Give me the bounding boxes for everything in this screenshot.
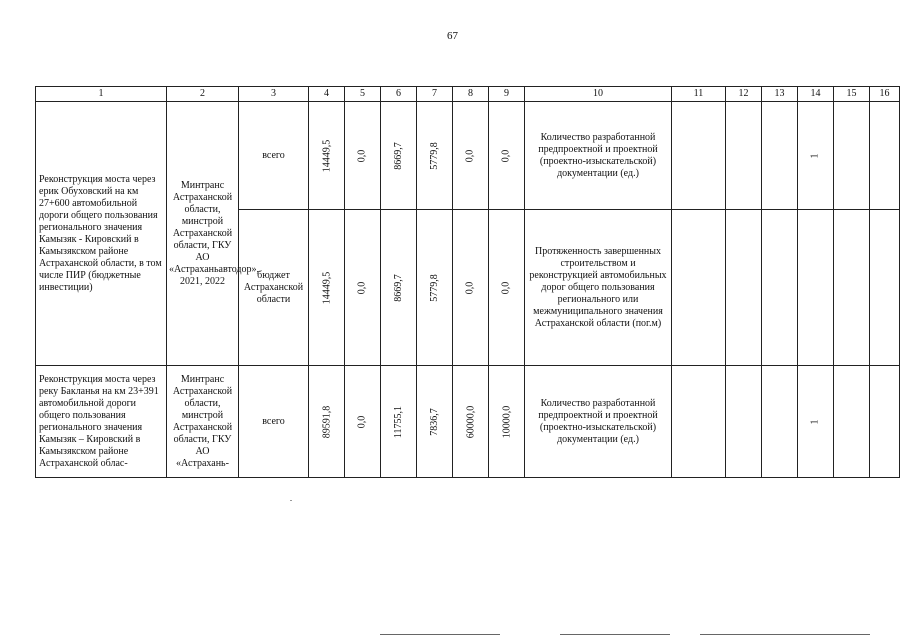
header-cell: 7 [417, 87, 453, 102]
value-cell [453, 210, 489, 366]
value-text: 60000,0 [465, 405, 477, 438]
target-cell [798, 102, 834, 210]
value-text: 14449,5 [321, 139, 333, 172]
scan-artifact [700, 634, 870, 635]
value-cell [417, 102, 453, 210]
empty-cell [726, 366, 762, 478]
header-cell: 4 [309, 87, 345, 102]
value-cell [345, 102, 381, 210]
header-cell: 1 [36, 87, 167, 102]
header-cell: 3 [239, 87, 309, 102]
project-name: Реконструкция моста через реку Бакланья на км 23+391 автомобильной дороги общего пользования регионального значения Камызяк – Кировский в Камызякском районе Астраханской облас- [36, 366, 167, 478]
empty-cell [834, 210, 870, 366]
value-cell [381, 366, 417, 478]
header-cell: 12 [726, 87, 762, 102]
value-cell [453, 366, 489, 478]
header-cell: 16 [870, 87, 900, 102]
value-text: 0,0 [500, 149, 512, 162]
funding-source: всего [239, 366, 309, 478]
value-text: 0,0 [464, 281, 476, 294]
project-executor: Минтранс Астраханской области, минстрой Астраханской области, ГКУ АО «Астрахань- [167, 366, 239, 478]
empty-cell [834, 366, 870, 478]
value-cell [453, 102, 489, 210]
value-cell [309, 102, 345, 210]
scan-artifact [380, 634, 500, 635]
target-cell [798, 366, 834, 478]
empty-cell [726, 210, 762, 366]
header-cell: 9 [489, 87, 525, 102]
value-text: 0,0 [356, 281, 368, 294]
empty-cell [672, 366, 726, 478]
table-header-row [36, 87, 900, 102]
scan-speck [290, 500, 292, 501]
header-cell: 5 [345, 87, 381, 102]
table-row [36, 102, 900, 210]
empty-cell [762, 102, 798, 210]
target-value: 1 [809, 153, 821, 158]
value-cell [489, 210, 525, 366]
value-text: 8669,7 [392, 273, 404, 302]
value-cell [381, 210, 417, 366]
value-cell [345, 366, 381, 478]
scan-artifact [560, 634, 670, 635]
value-cell [309, 210, 345, 366]
empty-cell [672, 210, 726, 366]
value-cell [417, 210, 453, 366]
value-text: 8669,7 [392, 141, 404, 170]
project-name: Реконструкция моста через ерик Обуховский на км 27+600 автомобильной дороги общего пользования регионального значения Камызяк - Кировский в Камызякском районе Астраханской области, в том числе ПИР (бюджетные инвестиции) [36, 102, 167, 366]
project-executor: Минтранс Астраханской области, минстрой Астраханской области, ГКУ АО «Астраханьавтодор», 2021, 2022 [167, 102, 239, 366]
value-cell [417, 366, 453, 478]
value-text: 0,0 [500, 281, 512, 294]
value-text: 89591,8 [321, 405, 333, 438]
value-text: 11755,1 [393, 405, 405, 438]
value-text: 0,0 [356, 149, 368, 162]
funding-source: всего [239, 102, 309, 210]
empty-cell [870, 210, 900, 366]
header-cell: 11 [672, 87, 726, 102]
header-cell: 8 [453, 87, 489, 102]
budget-table [35, 86, 900, 478]
value-text: 5779,8 [428, 141, 440, 170]
empty-cell [726, 102, 762, 210]
value-cell [309, 366, 345, 478]
header-cell: 10 [525, 87, 672, 102]
header-cell: 2 [167, 87, 239, 102]
value-text: 7836,7 [428, 407, 440, 436]
empty-cell [672, 102, 726, 210]
table-row [36, 366, 900, 478]
header-cell: 14 [798, 87, 834, 102]
target-value: 1 [809, 419, 821, 424]
header-cell: 15 [834, 87, 870, 102]
empty-cell [762, 210, 798, 366]
indicator-cell: Количество разработанной предпроектной и проектной (проектно-изыскательской) документации (ед.) [525, 366, 672, 478]
value-text: 14449,5 [321, 271, 333, 304]
value-text: 0,0 [464, 149, 476, 162]
target-cell [798, 210, 834, 366]
value-text: 0,0 [356, 415, 368, 428]
funding-source: бюджет Астраханской области [239, 210, 309, 366]
indicator-cell: Протяженность завершенных строительством и реконструкцией автомобильных дорог общего пользования регионального или межмуниципального значения Астраханской области (пог.м) [525, 210, 672, 366]
empty-cell [762, 366, 798, 478]
value-cell [489, 102, 525, 210]
value-text: 10000,0 [501, 405, 513, 438]
header-cell: 6 [381, 87, 417, 102]
value-text: 5779,8 [428, 273, 440, 302]
empty-cell [870, 102, 900, 210]
indicator-cell: Количество разработанной предпроектной и проектной (проектно-изыскательской) документации (ед.) [525, 102, 672, 210]
header-cell: 13 [762, 87, 798, 102]
empty-cell [834, 102, 870, 210]
page-number: 67 [447, 30, 458, 42]
value-cell [489, 366, 525, 478]
value-cell [345, 210, 381, 366]
value-cell [381, 102, 417, 210]
empty-cell [870, 366, 900, 478]
